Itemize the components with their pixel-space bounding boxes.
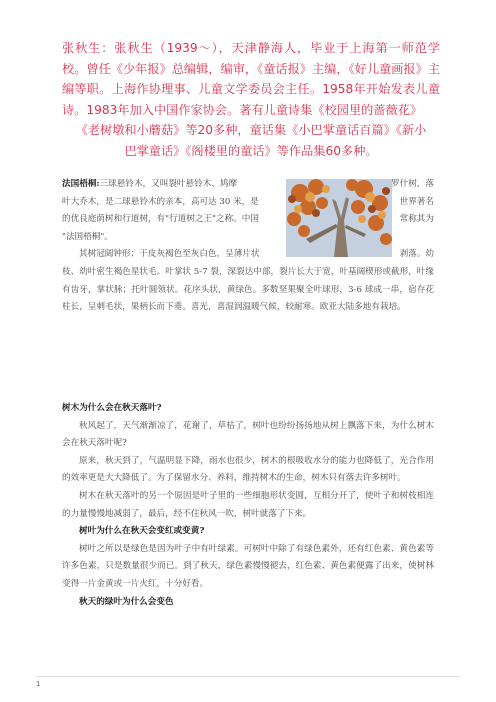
question-heading-1: 树木为什么会在秋天落叶? [62, 403, 162, 413]
tree-line-5: 其树冠阔钟形；干皮灰褐色至灰白色，呈薄片状 [79, 249, 260, 260]
tree-line-2: 叶大乔木，是二球悬铃木的亲本，高可达 30 米，是 [62, 196, 259, 207]
footer-rule [36, 676, 460, 677]
tree-line-2-right: 世界著名 [399, 196, 434, 207]
intro-line-3: 巴掌童话》《阁楼里的童话》等作品集60多种。 [124, 143, 378, 158]
answer-paragraph-1: 秋风起了，天气渐渐凉了，花谢了，草枯了，树叶也纷纷扬扬地从树上飘落下来，为什么树木会在秋天落叶呢? [62, 420, 434, 449]
tree-description: 枝、幼叶密生褐色星状毛。叶掌状 5-7 裂，深裂达中部，裂片长大于宽，叶基阔楔形或截形，叶缘有齿牙，掌状脉；托叶圆领状。花序头状，黄绿色。多数坚果聚全叶球形，3-6 球成一串，宿存花柱长，呈刺毛状，果柄长而下垂。喜光，喜湿润温暖气候，较耐寒。欧亚大陆多地有栽培。 [62, 266, 434, 313]
tree-line-1: 法国梧桐:三球悬铃木，又叫裂叶悬铃木、鸠摩 [62, 179, 238, 189]
tree-line-5-right: 剥落。幼 [399, 249, 434, 260]
tree-line-4: "法国梧桐"。 [62, 231, 113, 242]
autumn-section [62, 400, 434, 611]
intro-paragraph: 张秋生：张秋生（1939～），天津静海人，毕业于上海第一师范学校。曾任《少年报》总编辑，编审，《童话报》主编，《好儿童画报》主编等职。上海作协理事、儿童文学委员会主任。1958年开始发表儿童诗。1983年加入中国作家协会。著有儿童诗集《校园里的蔷薇花》 [62, 41, 440, 117]
question-heading-3: 秋天的绿叶为什么会变色 [79, 596, 174, 607]
tree-line-1-right: 罗什树，落 [391, 179, 434, 189]
answer-paragraph-3: 树木在秋天落叶的另一个原因是叶子里的一些细胞形状变圆，互相分开了，使叶子和树枝相连的力量慢慢地减弱了，最后，经不住秋风一吹，树叶就落了下来。 [62, 490, 434, 519]
tree-line-3: 的优良庭荫树和行道树，有"行道树之王"之称。中国 [62, 214, 259, 225]
answer-paragraph-4: 树叶之所以是绿色是因为叶子中有叶绿素。可树叶中除了有绿色素外，还有红色素、黄色素等许多色素，只是数量很少而已。到了秋天，绿色素慢慢褪去，红色素、黄色素便露了出来，使树林变得一片金黄或一片火红，十分好看。 [62, 543, 434, 589]
question-heading-2: 树叶为什么在秋天会变红或变黄? [79, 526, 205, 537]
author-intro [62, 38, 440, 162]
answer-paragraph-2: 原来，秋天到了，气温明显下降，雨水也很少，树木的根吸收水分的能力也降低了，光合作用的效率更是大大降低了。为了保留水分、养料，维持树木的生命，树木只有落去许多树叶。 [62, 455, 434, 484]
tree-line-3-right: 常称其为 [399, 214, 434, 225]
intro-line-2: 《老树墩和小蘑菇》等20多种，童话集《小巴掌童话百篇》《新小 [75, 123, 427, 138]
tree-title: 法国梧桐: [62, 179, 100, 189]
plane-tree-section [62, 176, 434, 317]
page-number: 1 [36, 680, 41, 688]
